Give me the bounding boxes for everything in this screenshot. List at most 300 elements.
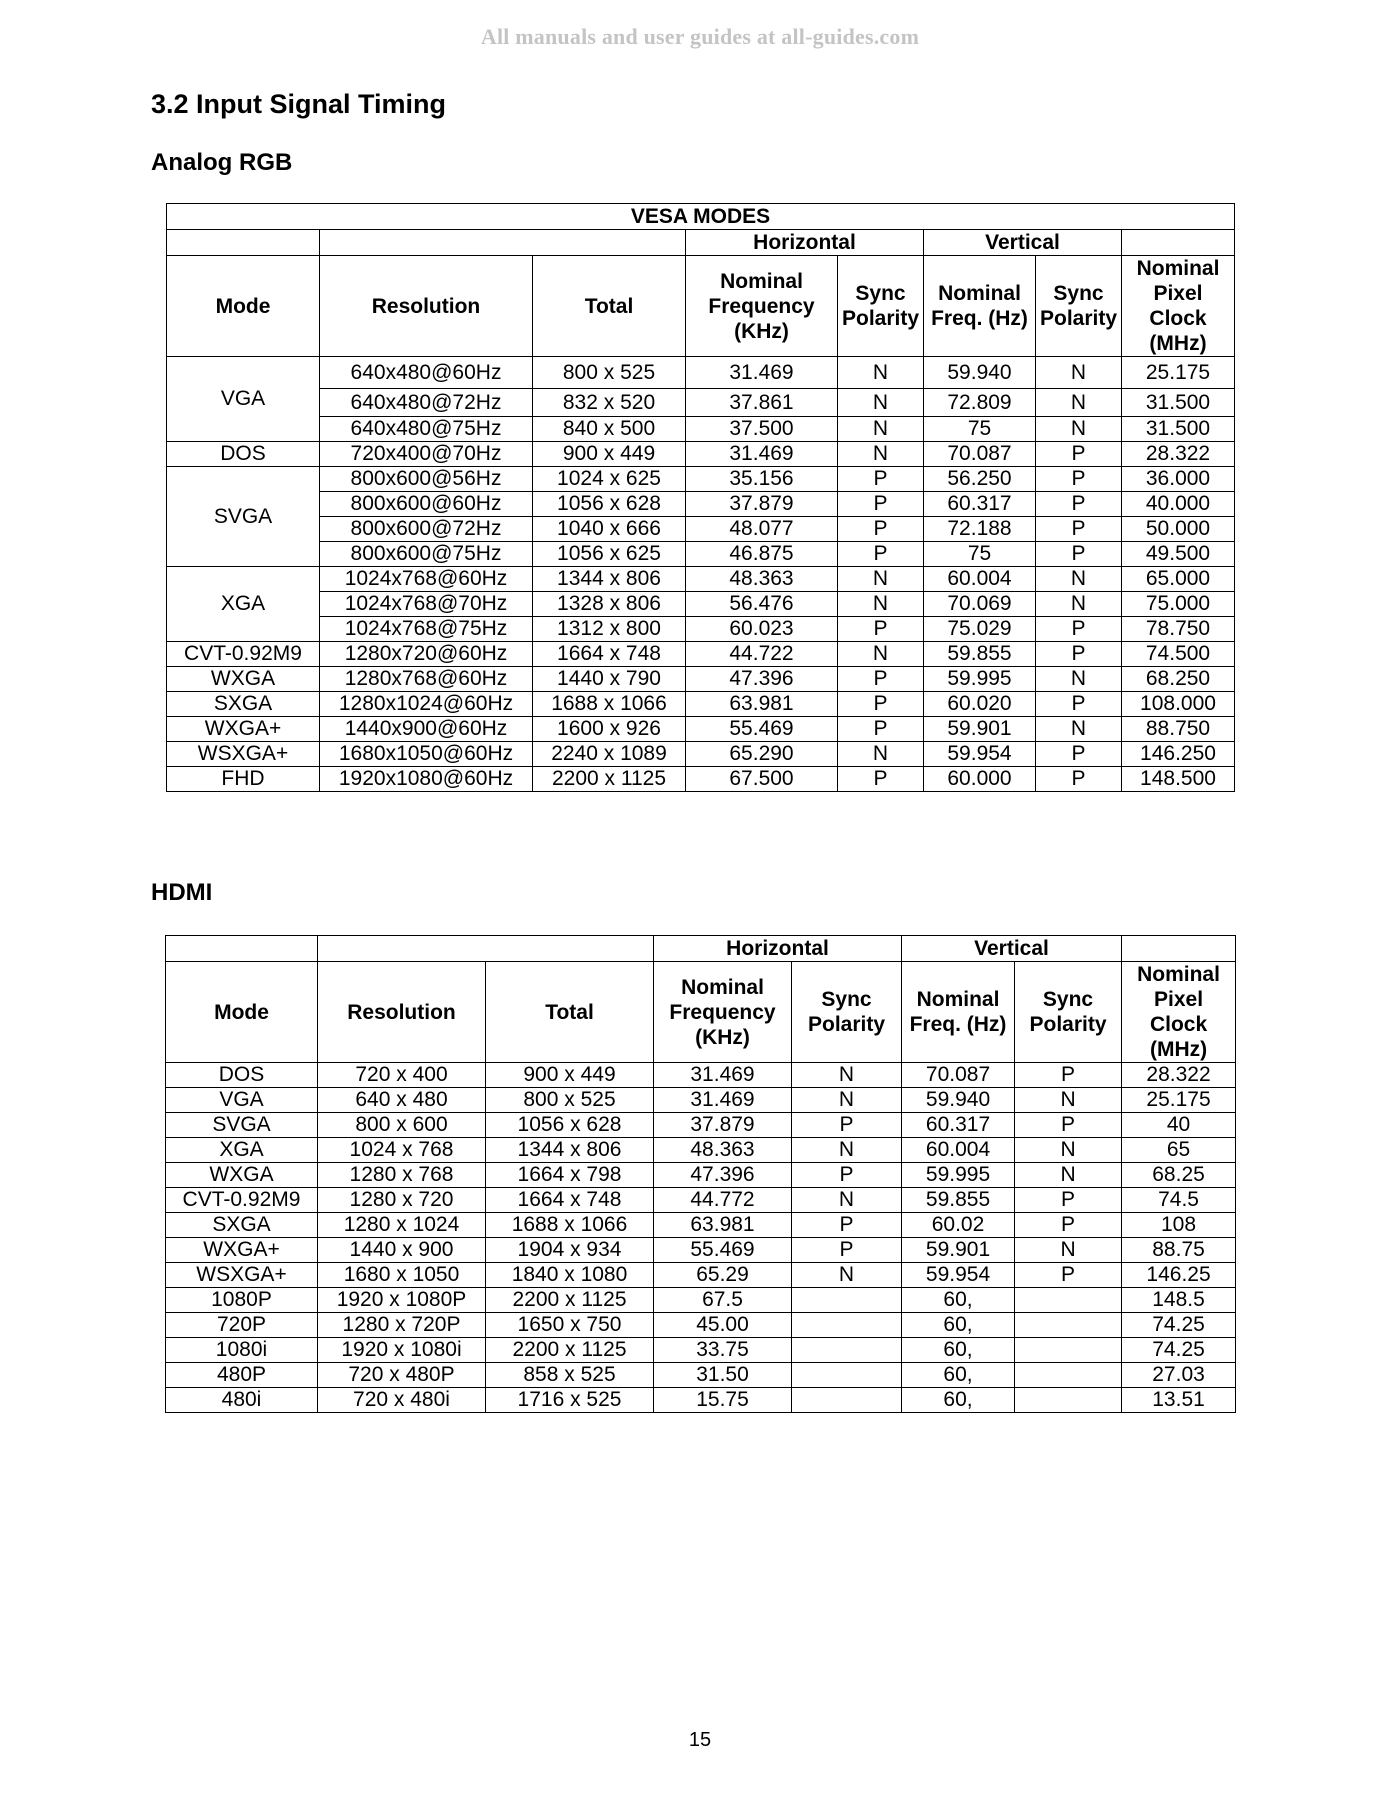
- v-sync-cell: P: [1015, 1213, 1122, 1238]
- v-sync-cell: [1015, 1363, 1122, 1388]
- resolution-cell: 800 x 600: [318, 1113, 486, 1138]
- table-row: [167, 517, 1235, 542]
- resolution-cell: 1024x768@70Hz: [320, 592, 533, 617]
- analog-rgb-heading: Analog RGB: [151, 149, 293, 176]
- mode-cell: XGA: [166, 1138, 318, 1163]
- resolution-cell: 1280x720@60Hz: [320, 642, 533, 667]
- h-sync-cell: N: [838, 357, 924, 389]
- table-row: [167, 742, 1235, 767]
- resolution-cell: 720x400@70Hz: [320, 442, 533, 467]
- total-cell: 1664 x 748: [486, 1188, 654, 1213]
- v-frequency-cell: 75: [924, 417, 1036, 442]
- total-cell: 1056 x 628: [533, 492, 686, 517]
- pixel-clock-cell: 88.750: [1122, 717, 1235, 742]
- mode-cell: WXGA+: [166, 1238, 318, 1263]
- v-frequency-cell: 59.954: [902, 1263, 1015, 1288]
- pixel-clock-cell: 31.500: [1122, 389, 1235, 417]
- h-sync-cell: N: [838, 592, 924, 617]
- total-cell: 2200 x 1125: [486, 1288, 654, 1313]
- pixel-clock-cell: 28.322: [1122, 442, 1235, 467]
- pixel-clock-cell: 74.500: [1122, 642, 1235, 667]
- mode-cell: XGA: [167, 567, 320, 642]
- table-row: [166, 1238, 1236, 1263]
- table-row: [167, 592, 1235, 617]
- col-v-sync-polarity: Sync Polarity: [1015, 962, 1122, 1063]
- mode-cell: DOS: [166, 1063, 318, 1088]
- total-cell: 1688 x 1066: [533, 692, 686, 717]
- h-sync-cell: N: [792, 1063, 902, 1088]
- mode-cell: SXGA: [166, 1213, 318, 1238]
- v-sync-cell: P: [1015, 1188, 1122, 1213]
- v-frequency-cell: 60.02: [902, 1213, 1015, 1238]
- horizontal-group-header: Horizontal: [686, 230, 924, 256]
- v-frequency-cell: 70.087: [902, 1063, 1015, 1088]
- total-cell: 840 x 500: [533, 417, 686, 442]
- table-row: [167, 767, 1235, 792]
- resolution-cell: 1280 x 1024: [318, 1213, 486, 1238]
- total-cell: 2200 x 1125: [486, 1338, 654, 1363]
- v-sync-cell: [1015, 1338, 1122, 1363]
- mode-cell: 480i: [166, 1388, 318, 1413]
- pixel-clock-cell: 146.25: [1122, 1263, 1236, 1288]
- v-frequency-cell: 75.029: [924, 617, 1036, 642]
- h-sync-cell: P: [838, 717, 924, 742]
- h-frequency-cell: 37.879: [686, 492, 838, 517]
- h-frequency-cell: 33.75: [654, 1338, 792, 1363]
- h-sync-cell: P: [792, 1213, 902, 1238]
- pixel-clock-cell: 68.25: [1122, 1163, 1236, 1188]
- resolution-cell: 640 x 480: [318, 1088, 486, 1113]
- mode-cell: 720P: [166, 1313, 318, 1338]
- v-frequency-cell: 56.250: [924, 467, 1036, 492]
- v-frequency-cell: 59.954: [924, 742, 1036, 767]
- v-sync-cell: P: [1015, 1263, 1122, 1288]
- h-frequency-cell: 55.469: [686, 717, 838, 742]
- pixel-clock-cell: 148.5: [1122, 1288, 1236, 1313]
- col-pixel-clock: Nominal Pixel Clock (MHz): [1122, 962, 1236, 1063]
- v-frequency-cell: 60.004: [924, 567, 1036, 592]
- h-sync-cell: N: [792, 1088, 902, 1113]
- total-cell: 2240 x 1089: [533, 742, 686, 767]
- resolution-cell: 720 x 400: [318, 1063, 486, 1088]
- v-frequency-cell: 75: [924, 542, 1036, 567]
- resolution-cell: 1280 x 768: [318, 1163, 486, 1188]
- pixel-clock-cell: 28.322: [1122, 1063, 1236, 1088]
- table-row: [166, 1188, 1236, 1213]
- pixel-clock-cell: 75.000: [1122, 592, 1235, 617]
- v-sync-cell: P: [1015, 1113, 1122, 1138]
- table-row: [166, 1113, 1236, 1138]
- resolution-cell: 1024 x 768: [318, 1138, 486, 1163]
- pixel-clock-cell: 148.500: [1122, 767, 1235, 792]
- pixel-clock-cell: 50.000: [1122, 517, 1235, 542]
- h-sync-cell: N: [838, 389, 924, 417]
- v-sync-cell: [1015, 1288, 1122, 1313]
- vertical-group-header: Vertical: [902, 936, 1122, 962]
- h-frequency-cell: 37.879: [654, 1113, 792, 1138]
- empty-header-cell: [167, 230, 320, 256]
- h-sync-cell: P: [792, 1163, 902, 1188]
- total-cell: 1344 x 806: [533, 567, 686, 592]
- table-row: [167, 357, 1235, 389]
- h-frequency-cell: 67.5: [654, 1288, 792, 1313]
- h-sync-cell: P: [838, 517, 924, 542]
- mode-cell: VGA: [166, 1088, 318, 1113]
- resolution-cell: 1024x768@60Hz: [320, 567, 533, 592]
- total-cell: 1344 x 806: [486, 1138, 654, 1163]
- resolution-cell: 1440 x 900: [318, 1238, 486, 1263]
- v-sync-cell: [1015, 1388, 1122, 1413]
- h-frequency-cell: 60.023: [686, 617, 838, 642]
- table-row: [167, 542, 1235, 567]
- pixel-clock-cell: 68.250: [1122, 667, 1235, 692]
- pixel-clock-cell: 31.500: [1122, 417, 1235, 442]
- pixel-clock-cell: 49.500: [1122, 542, 1235, 567]
- resolution-cell: 1680 x 1050: [318, 1263, 486, 1288]
- h-frequency-cell: 55.469: [654, 1238, 792, 1263]
- empty-header-cell: [166, 936, 318, 962]
- pixel-clock-cell: 27.03: [1122, 1363, 1236, 1388]
- resolution-cell: 1280x1024@60Hz: [320, 692, 533, 717]
- table-row: [167, 667, 1235, 692]
- h-sync-cell: N: [838, 742, 924, 767]
- total-cell: 1840 x 1080: [486, 1263, 654, 1288]
- h-frequency-cell: 65.290: [686, 742, 838, 767]
- total-cell: 1688 x 1066: [486, 1213, 654, 1238]
- empty-header-cell: [318, 936, 654, 962]
- total-cell: 1040 x 666: [533, 517, 686, 542]
- h-frequency-cell: 37.500: [686, 417, 838, 442]
- mode-cell: WSXGA+: [166, 1263, 318, 1288]
- resolution-cell: 720 x 480P: [318, 1363, 486, 1388]
- table-row: [167, 389, 1235, 417]
- v-sync-cell: P: [1036, 742, 1122, 767]
- total-cell: 1328 x 806: [533, 592, 686, 617]
- h-sync-cell: N: [838, 567, 924, 592]
- v-sync-cell: N: [1036, 717, 1122, 742]
- h-frequency-cell: 15.75: [654, 1388, 792, 1413]
- h-frequency-cell: 31.469: [654, 1088, 792, 1113]
- resolution-cell: 1280x768@60Hz: [320, 667, 533, 692]
- table-row: [167, 642, 1235, 667]
- table-row: [166, 1163, 1236, 1188]
- col-pixel-clock: Nominal Pixel Clock (MHz): [1122, 256, 1235, 357]
- h-sync-cell: P: [792, 1113, 902, 1138]
- table-row: [167, 492, 1235, 517]
- total-cell: 1664 x 748: [533, 642, 686, 667]
- total-cell: 858 x 525: [486, 1363, 654, 1388]
- pixel-clock-cell: 13.51: [1122, 1388, 1236, 1413]
- v-frequency-cell: 72.809: [924, 389, 1036, 417]
- v-frequency-cell: 59.855: [924, 642, 1036, 667]
- v-frequency-cell: 59.901: [924, 717, 1036, 742]
- v-frequency-cell: 59.855: [902, 1188, 1015, 1213]
- h-frequency-cell: 48.363: [654, 1138, 792, 1163]
- hdmi-heading: HDMI: [151, 879, 213, 906]
- h-sync-cell: N: [838, 417, 924, 442]
- table-row: [167, 692, 1235, 717]
- table-row: [167, 567, 1235, 592]
- h-sync-cell: [792, 1388, 902, 1413]
- v-frequency-cell: 59.995: [924, 667, 1036, 692]
- resolution-cell: 1920x1080@60Hz: [320, 767, 533, 792]
- v-sync-cell: N: [1015, 1238, 1122, 1263]
- v-sync-cell: N: [1036, 592, 1122, 617]
- col-resolution: Resolution: [318, 962, 486, 1063]
- h-sync-cell: N: [792, 1138, 902, 1163]
- v-sync-cell: N: [1036, 567, 1122, 592]
- pixel-clock-cell: 65: [1122, 1138, 1236, 1163]
- mode-cell: 1080i: [166, 1338, 318, 1363]
- section-title: 3.2 Input Signal Timing: [151, 89, 447, 119]
- mode-cell: WXGA+: [167, 717, 320, 742]
- mode-cell: DOS: [167, 442, 320, 467]
- h-sync-cell: [792, 1338, 902, 1363]
- total-cell: 1716 x 525: [486, 1388, 654, 1413]
- pixel-clock-cell: 36.000: [1122, 467, 1235, 492]
- v-frequency-cell: 70.069: [924, 592, 1036, 617]
- pixel-clock-cell: 65.000: [1122, 567, 1235, 592]
- v-frequency-cell: 60.317: [902, 1113, 1015, 1138]
- h-frequency-cell: 31.469: [686, 357, 838, 389]
- mode-cell: WXGA: [166, 1163, 318, 1188]
- h-frequency-cell: 47.396: [654, 1163, 792, 1188]
- table-row: [166, 1288, 1236, 1313]
- v-sync-cell: P: [1036, 692, 1122, 717]
- hdmi-table: [165, 935, 1236, 1413]
- v-sync-cell: P: [1036, 442, 1122, 467]
- h-frequency-cell: 47.396: [686, 667, 838, 692]
- v-frequency-cell: 60,: [902, 1313, 1015, 1338]
- v-sync-cell: P: [1036, 517, 1122, 542]
- v-frequency-cell: 60,: [902, 1363, 1015, 1388]
- v-sync-cell: P: [1036, 767, 1122, 792]
- h-sync-cell: N: [838, 442, 924, 467]
- v-sync-cell: P: [1036, 542, 1122, 567]
- mode-cell: VGA: [167, 357, 320, 442]
- h-frequency-cell: 31.469: [686, 442, 838, 467]
- h-frequency-cell: 45.00: [654, 1313, 792, 1338]
- empty-header-cell: [320, 230, 686, 256]
- resolution-cell: 640x480@60Hz: [320, 357, 533, 389]
- resolution-cell: 800x600@60Hz: [320, 492, 533, 517]
- mode-cell: WXGA: [167, 667, 320, 692]
- h-frequency-cell: 44.722: [686, 642, 838, 667]
- h-sync-cell: P: [792, 1238, 902, 1263]
- mode-cell: WSXGA+: [167, 742, 320, 767]
- resolution-cell: 1440x900@60Hz: [320, 717, 533, 742]
- v-sync-cell: [1015, 1313, 1122, 1338]
- resolution-cell: 800x600@72Hz: [320, 517, 533, 542]
- total-cell: 1024 x 625: [533, 467, 686, 492]
- pixel-clock-cell: 78.750: [1122, 617, 1235, 642]
- table-row: [167, 617, 1235, 642]
- v-frequency-cell: 60.000: [924, 767, 1036, 792]
- total-cell: 800 x 525: [486, 1088, 654, 1113]
- col-h-frequency: Nominal Frequency (KHz): [686, 256, 838, 357]
- total-cell: 832 x 520: [533, 389, 686, 417]
- resolution-cell: 640x480@75Hz: [320, 417, 533, 442]
- col-mode: Mode: [167, 256, 320, 357]
- total-cell: 800 x 525: [533, 357, 686, 389]
- table-row: [166, 1213, 1236, 1238]
- v-sync-cell: P: [1036, 617, 1122, 642]
- mode-cell: SVGA: [166, 1113, 318, 1138]
- h-frequency-cell: 65.29: [654, 1263, 792, 1288]
- total-cell: 1664 x 798: [486, 1163, 654, 1188]
- col-mode: Mode: [166, 962, 318, 1063]
- v-frequency-cell: 60,: [902, 1338, 1015, 1363]
- table-row: [166, 1363, 1236, 1388]
- col-v-sync-polarity: Sync Polarity: [1036, 256, 1122, 357]
- h-frequency-cell: 63.981: [686, 692, 838, 717]
- h-frequency-cell: 31.50: [654, 1363, 792, 1388]
- h-sync-cell: P: [838, 467, 924, 492]
- table-row: [166, 1338, 1236, 1363]
- pixel-clock-cell: 88.75: [1122, 1238, 1236, 1263]
- resolution-cell: 1280 x 720P: [318, 1313, 486, 1338]
- v-sync-cell: N: [1015, 1138, 1122, 1163]
- col-h-frequency: Nominal Frequency (KHz): [654, 962, 792, 1063]
- total-cell: 2200 x 1125: [533, 767, 686, 792]
- table-row: [166, 1263, 1236, 1288]
- table-row: [167, 467, 1235, 492]
- resolution-cell: 640x480@72Hz: [320, 389, 533, 417]
- total-cell: 1600 x 926: [533, 717, 686, 742]
- pixel-clock-cell: 74.25: [1122, 1313, 1236, 1338]
- mode-cell: 1080P: [166, 1288, 318, 1313]
- h-sync-cell: N: [792, 1263, 902, 1288]
- table-row: [167, 717, 1235, 742]
- col-h-sync-polarity: Sync Polarity: [792, 962, 902, 1063]
- total-cell: 1440 x 790: [533, 667, 686, 692]
- resolution-cell: 800x600@75Hz: [320, 542, 533, 567]
- total-cell: 1056 x 625: [533, 542, 686, 567]
- mode-cell: CVT-0.92M9: [167, 642, 320, 667]
- h-sync-cell: P: [838, 667, 924, 692]
- h-sync-cell: N: [838, 642, 924, 667]
- table-row: [166, 1063, 1236, 1088]
- analog-rgb-table: [166, 203, 1235, 792]
- v-sync-cell: N: [1015, 1163, 1122, 1188]
- v-frequency-cell: 60.004: [902, 1138, 1015, 1163]
- total-cell: 1650 x 750: [486, 1313, 654, 1338]
- pixel-clock-cell: 108: [1122, 1213, 1236, 1238]
- resolution-cell: 1920 x 1080i: [318, 1338, 486, 1363]
- v-frequency-cell: 60.020: [924, 692, 1036, 717]
- h-sync-cell: [792, 1288, 902, 1313]
- mode-cell: CVT-0.92M9: [166, 1188, 318, 1213]
- pixel-clock-cell: 146.250: [1122, 742, 1235, 767]
- resolution-cell: 1024x768@75Hz: [320, 617, 533, 642]
- vesa-modes-caption: VESA MODES: [167, 204, 1235, 230]
- empty-header-cell: [1122, 936, 1236, 962]
- h-frequency-cell: 31.469: [654, 1063, 792, 1088]
- pixel-clock-cell: 108.000: [1122, 692, 1235, 717]
- table-row: [166, 1388, 1236, 1413]
- empty-header-cell: [1122, 230, 1235, 256]
- h-frequency-cell: 35.156: [686, 467, 838, 492]
- mode-cell: SXGA: [167, 692, 320, 717]
- v-frequency-cell: 59.995: [902, 1163, 1015, 1188]
- h-frequency-cell: 67.500: [686, 767, 838, 792]
- v-sync-cell: N: [1036, 667, 1122, 692]
- col-v-frequency: Nominal Freq. (Hz): [902, 962, 1015, 1063]
- v-sync-cell: N: [1036, 389, 1122, 417]
- vertical-group-header: Vertical: [924, 230, 1122, 256]
- h-sync-cell: N: [792, 1188, 902, 1213]
- h-sync-cell: P: [838, 542, 924, 567]
- v-sync-cell: N: [1036, 357, 1122, 389]
- v-frequency-cell: 60.317: [924, 492, 1036, 517]
- v-frequency-cell: 60,: [902, 1288, 1015, 1313]
- h-frequency-cell: 44.772: [654, 1188, 792, 1213]
- v-frequency-cell: 72.188: [924, 517, 1036, 542]
- pixel-clock-cell: 74.25: [1122, 1338, 1236, 1363]
- h-frequency-cell: 37.861: [686, 389, 838, 417]
- total-cell: 900 x 449: [533, 442, 686, 467]
- v-sync-cell: P: [1015, 1063, 1122, 1088]
- h-sync-cell: P: [838, 492, 924, 517]
- resolution-cell: 1280 x 720: [318, 1188, 486, 1213]
- pixel-clock-cell: 40.000: [1122, 492, 1235, 517]
- col-total: Total: [533, 256, 686, 357]
- h-frequency-cell: 56.476: [686, 592, 838, 617]
- total-cell: 1056 x 628: [486, 1113, 654, 1138]
- total-cell: 1312 x 800: [533, 617, 686, 642]
- table-row: [167, 442, 1235, 467]
- h-frequency-cell: 63.981: [654, 1213, 792, 1238]
- v-sync-cell: P: [1036, 467, 1122, 492]
- h-frequency-cell: 48.363: [686, 567, 838, 592]
- col-h-sync-polarity: Sync Polarity: [838, 256, 924, 357]
- pixel-clock-cell: 74.5: [1122, 1188, 1236, 1213]
- col-total: Total: [486, 962, 654, 1063]
- col-resolution: Resolution: [320, 256, 533, 357]
- h-sync-cell: P: [838, 617, 924, 642]
- table-row: [166, 1138, 1236, 1163]
- table-row: [166, 1088, 1236, 1113]
- h-sync-cell: P: [838, 692, 924, 717]
- h-sync-cell: [792, 1313, 902, 1338]
- pixel-clock-cell: 40: [1122, 1113, 1236, 1138]
- mode-cell: 480P: [166, 1363, 318, 1388]
- h-frequency-cell: 48.077: [686, 517, 838, 542]
- mode-cell: FHD: [167, 767, 320, 792]
- resolution-cell: 1920 x 1080P: [318, 1288, 486, 1313]
- v-frequency-cell: 59.901: [902, 1238, 1015, 1263]
- v-frequency-cell: 59.940: [902, 1088, 1015, 1113]
- resolution-cell: 800x600@56Hz: [320, 467, 533, 492]
- h-sync-cell: P: [838, 767, 924, 792]
- page-number: 15: [688, 1729, 712, 1751]
- watermark: All manuals and user guides at all-guides.com: [480, 24, 920, 49]
- v-sync-cell: N: [1036, 417, 1122, 442]
- h-sync-cell: [792, 1363, 902, 1388]
- h-frequency-cell: 46.875: [686, 542, 838, 567]
- mode-cell: SVGA: [167, 467, 320, 567]
- v-frequency-cell: 59.940: [924, 357, 1036, 389]
- total-cell: 1904 x 934: [486, 1238, 654, 1263]
- table-row: [167, 417, 1235, 442]
- v-frequency-cell: 60,: [902, 1388, 1015, 1413]
- total-cell: 900 x 449: [486, 1063, 654, 1088]
- resolution-cell: 1680x1050@60Hz: [320, 742, 533, 767]
- v-sync-cell: P: [1036, 642, 1122, 667]
- resolution-cell: 720 x 480i: [318, 1388, 486, 1413]
- v-sync-cell: N: [1015, 1088, 1122, 1113]
- pixel-clock-cell: 25.175: [1122, 357, 1235, 389]
